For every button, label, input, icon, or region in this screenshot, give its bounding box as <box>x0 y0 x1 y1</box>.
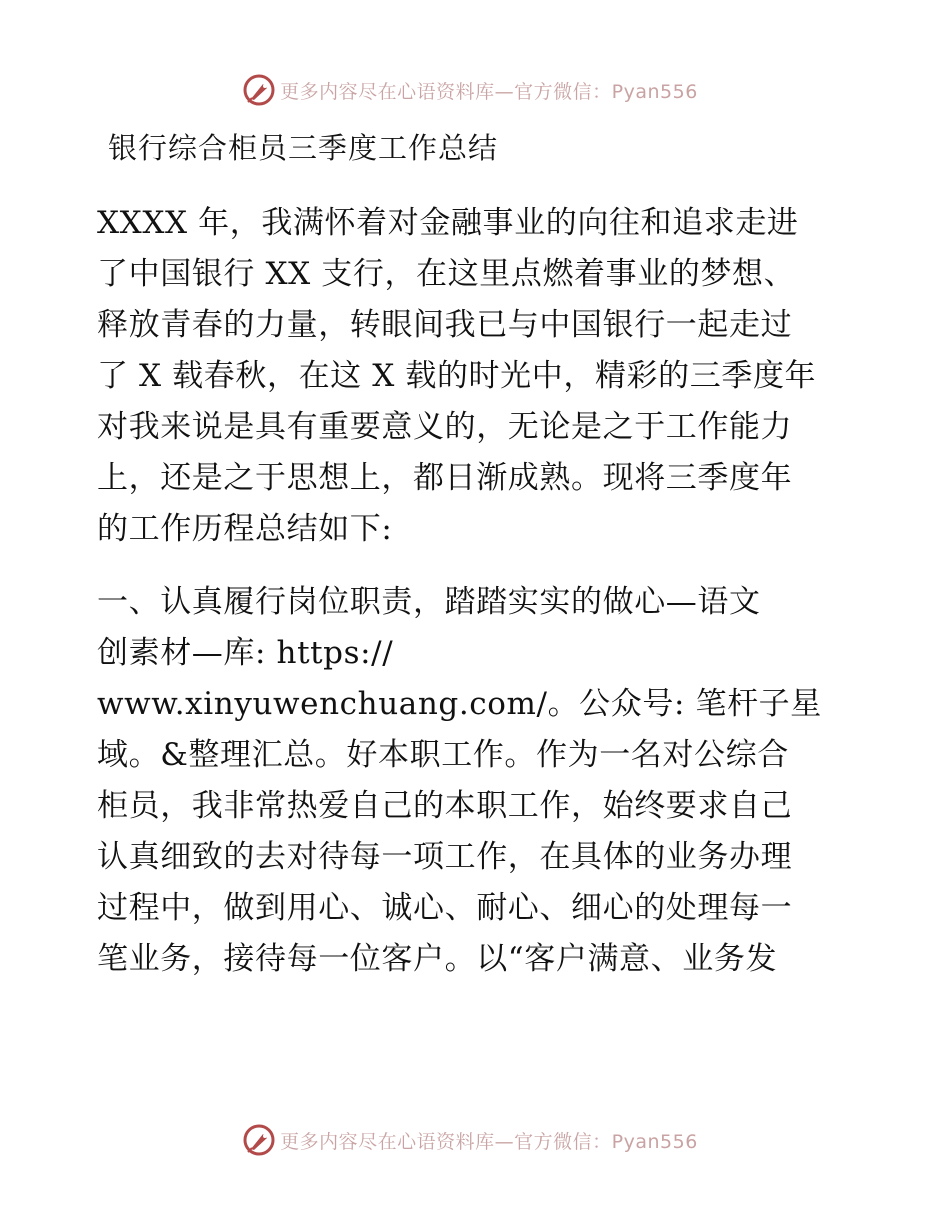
paragraph-line: XXXX 年，我满怀着对金融事业的向往和追求走进 <box>97 205 799 241</box>
paragraph-line: 了 X 载春秋，在这 X 载的时光中，精彩的三季度年 <box>97 358 817 394</box>
footer-banner-text: 更多内容尽在心语资料库—官方微信：Pyan556 <box>280 1130 698 1153</box>
paragraph-line: 笔业务，接待每一位客户。以“客户满意、业务发 <box>97 941 778 977</box>
paragraph-line: 的工作历程总结如下: <box>97 511 393 547</box>
header-banner <box>0 70 950 110</box>
paragraph-2 <box>97 577 857 985</box>
footer-banner <box>0 1120 950 1160</box>
paragraph-line: 域。&整理汇总。好本职工作。作为一名对公综合 <box>97 737 789 773</box>
paragraph-line: 释放青春的力量，转眼间我已与中国银行一起走过 <box>97 307 793 343</box>
footer-banner-content <box>242 1123 698 1157</box>
header-banner-text: 更多内容尽在心语资料库—官方微信：Pyan556 <box>280 80 698 103</box>
paragraph-line: 对我来说是具有重要意义的，无论是之于工作能力 <box>97 409 793 445</box>
paragraph-line: www.xinyuwenchuang.com/。公众号: 笔杆子星 <box>97 686 822 722</box>
paragraph-line: 创素材—库: https:// <box>97 635 394 671</box>
paragraph-line: 过程中，做到用心、诚心、耐心、细心的处理每一 <box>97 890 793 926</box>
pen-nib-circle-icon <box>242 1123 276 1157</box>
paragraph-line: 了中国银行 XX 支行，在这里点燃着事业的梦想、 <box>97 256 796 292</box>
paragraph-line: 认真细致的去对待每一项工作，在具体的业务办理 <box>97 839 793 875</box>
paragraph-1 <box>97 198 857 555</box>
paragraph-gap <box>97 555 857 577</box>
paragraph-line: 柜员，我非常热爱自己的本职工作，始终要求自己 <box>97 788 793 824</box>
document-body <box>97 198 857 985</box>
header-banner-content <box>242 73 698 107</box>
paragraph-line: 上，还是之于思想上，都日渐成熟。现将三季度年 <box>97 460 793 496</box>
pen-nib-circle-icon <box>242 73 276 107</box>
document-title: 银行综合柜员三季度工作总结 <box>108 131 499 165</box>
paragraph-line: 一、认真履行岗位职责，踏踏实实的做心—语文 <box>97 584 761 620</box>
